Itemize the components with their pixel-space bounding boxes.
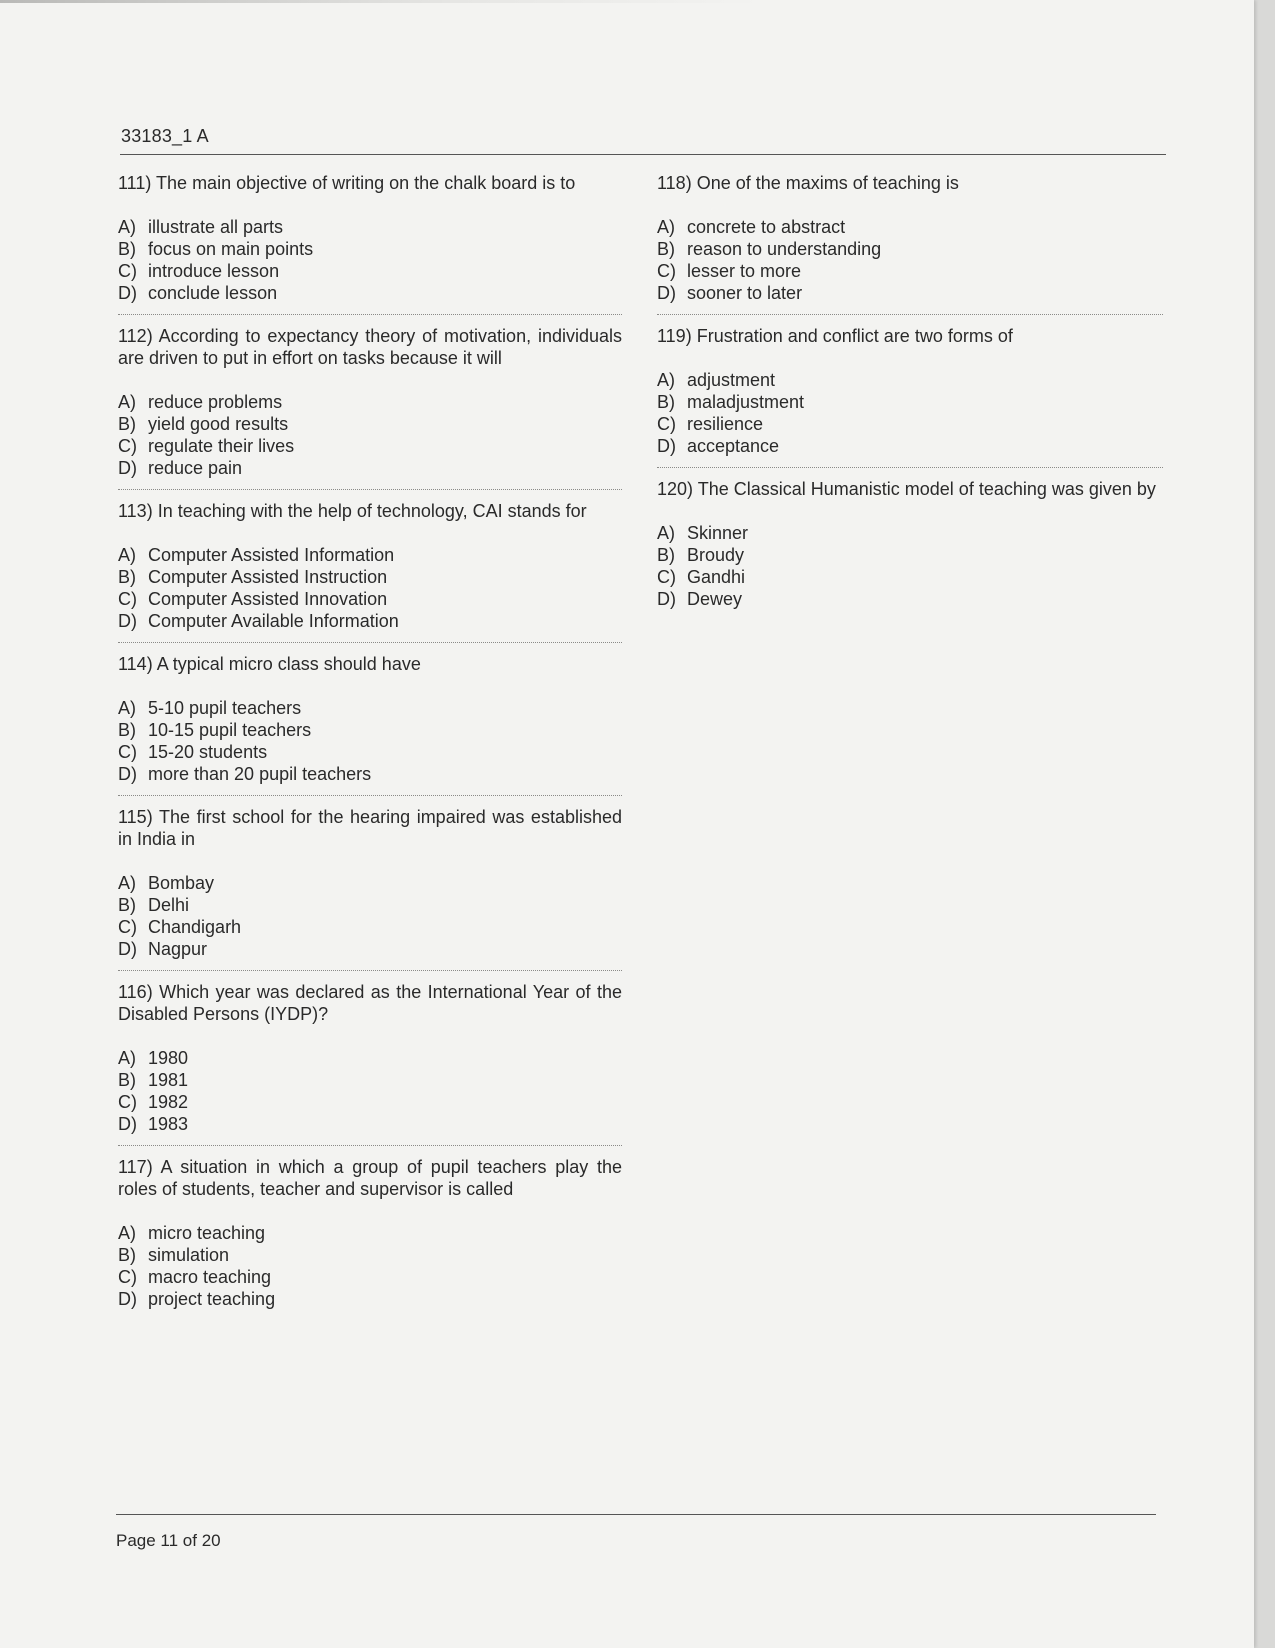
header-rule xyxy=(120,154,1166,155)
question-number: 116) xyxy=(118,982,153,1002)
question-number: 113) xyxy=(118,501,153,521)
option-letter: C) xyxy=(118,589,137,609)
answer-option xyxy=(118,872,622,894)
option-text: Skinner xyxy=(687,523,749,543)
option-letter: A) xyxy=(118,545,136,565)
right-column xyxy=(657,172,1163,610)
answer-option xyxy=(118,894,622,916)
answer-option xyxy=(118,1244,622,1266)
answer-option xyxy=(657,544,1163,566)
option-letter: D) xyxy=(657,589,676,609)
question-text xyxy=(657,172,1163,194)
answer-option xyxy=(118,282,622,304)
option-letter: D) xyxy=(657,283,676,303)
option-text: maladjustment xyxy=(687,392,805,412)
option-list xyxy=(118,872,622,960)
answer-option xyxy=(118,544,622,566)
answer-option xyxy=(657,216,1163,238)
option-letter: A) xyxy=(118,698,136,718)
answer-option xyxy=(118,260,622,282)
answer-option xyxy=(118,566,622,588)
option-text: regulate their lives xyxy=(148,436,295,456)
question-block xyxy=(118,325,622,479)
question-text xyxy=(118,500,622,522)
question-text xyxy=(118,981,622,1025)
option-letter: B) xyxy=(118,239,136,259)
question-divider xyxy=(118,642,622,643)
option-text: Delhi xyxy=(148,895,190,915)
question-divider xyxy=(118,489,622,490)
question-text xyxy=(657,325,1163,347)
option-text: adjustment xyxy=(687,370,776,390)
option-text: 15-20 students xyxy=(148,742,268,762)
option-text: macro teaching xyxy=(148,1267,272,1287)
option-letter: D) xyxy=(118,611,137,631)
option-text: acceptance xyxy=(687,436,780,456)
option-letter: B) xyxy=(657,239,675,259)
option-list xyxy=(657,522,1163,610)
question-divider xyxy=(657,314,1163,315)
question-number: 115) xyxy=(118,807,153,827)
question-text xyxy=(118,1156,622,1200)
option-letter: D) xyxy=(118,458,137,478)
option-text: 1981 xyxy=(148,1070,189,1090)
question-text xyxy=(118,325,622,369)
option-letter: D) xyxy=(118,283,137,303)
option-text: concrete to abstract xyxy=(687,217,846,237)
option-letter: B) xyxy=(657,545,675,565)
option-letter: D) xyxy=(118,939,137,959)
option-letter: A) xyxy=(657,523,675,543)
option-text: 10-15 pupil teachers xyxy=(148,720,312,740)
answer-option xyxy=(118,938,622,960)
option-letter: B) xyxy=(118,1245,136,1265)
option-letter: A) xyxy=(118,1048,136,1068)
answer-option xyxy=(657,435,1163,457)
option-list xyxy=(118,391,622,479)
option-text: Nagpur xyxy=(148,939,208,959)
option-letter: B) xyxy=(118,895,136,915)
question-divider xyxy=(118,314,622,315)
question-divider xyxy=(657,467,1163,468)
option-text: resilience xyxy=(687,414,764,434)
option-letter: C) xyxy=(118,917,137,937)
option-letter: A) xyxy=(657,370,675,390)
footer-rule xyxy=(116,1514,1156,1515)
question-stem: The first school for the hearing impaired was established in India in xyxy=(118,807,622,849)
answer-option xyxy=(657,391,1163,413)
answer-option xyxy=(118,1113,622,1135)
option-letter: C) xyxy=(118,1092,137,1112)
answer-option xyxy=(118,238,622,260)
option-letter: C) xyxy=(118,1267,137,1287)
option-letter: D) xyxy=(657,436,676,456)
option-text: yield good results xyxy=(148,414,289,434)
answer-option xyxy=(657,260,1163,282)
paper-code: 33183_1 A xyxy=(121,126,209,146)
question-divider xyxy=(118,795,622,796)
option-letter: A) xyxy=(118,217,136,237)
question-block xyxy=(118,806,622,960)
question-stem: One of the maxims of teaching is xyxy=(696,173,959,193)
option-letter: C) xyxy=(118,436,137,456)
question-stem: According to expectancy theory of motivation, individuals are driven to put in effort on tasks because it will xyxy=(118,326,622,368)
option-letter: D) xyxy=(118,1114,137,1134)
answer-option xyxy=(118,719,622,741)
option-letter: C) xyxy=(118,261,137,281)
page-number: Page 11 of 20 xyxy=(116,1531,221,1550)
answer-option xyxy=(118,1266,622,1288)
option-text: Gandhi xyxy=(687,567,746,587)
question-stem: The Classical Humanistic model of teaching was given by xyxy=(697,479,1156,499)
question-block xyxy=(118,653,622,785)
option-text: Bombay xyxy=(148,873,215,893)
option-text: 5-10 pupil teachers xyxy=(148,698,302,718)
question-block xyxy=(118,500,622,632)
question-divider xyxy=(118,1145,622,1146)
option-text: 1983 xyxy=(148,1114,189,1134)
answer-option xyxy=(118,697,622,719)
option-list xyxy=(118,1222,622,1310)
option-text: Chandigarh xyxy=(148,917,242,937)
answer-option xyxy=(118,216,622,238)
question-block xyxy=(657,172,1163,304)
option-text: Computer Assisted Information xyxy=(148,545,395,565)
question-stem: Which year was declared as the International Year of the Disabled Persons (IYDP)? xyxy=(118,982,622,1024)
answer-option xyxy=(118,588,622,610)
answer-option xyxy=(118,1091,622,1113)
answer-option xyxy=(118,1222,622,1244)
option-letter: C) xyxy=(657,567,676,587)
scan-edge xyxy=(0,0,760,3)
left-column xyxy=(118,172,622,1310)
answer-option xyxy=(118,741,622,763)
option-letter: D) xyxy=(118,764,137,784)
option-letter: B) xyxy=(118,720,136,740)
answer-option xyxy=(118,1047,622,1069)
option-text: reduce pain xyxy=(148,458,243,478)
option-text: illustrate all parts xyxy=(148,217,284,237)
answer-option xyxy=(657,413,1163,435)
option-letter: C) xyxy=(657,261,676,281)
option-list xyxy=(118,216,622,304)
question-text xyxy=(657,478,1163,500)
option-list xyxy=(118,1047,622,1135)
option-text: reason to understanding xyxy=(687,239,882,259)
question-stem: A typical micro class should have xyxy=(156,654,421,674)
question-number: 114) xyxy=(118,654,153,674)
option-letter: B) xyxy=(118,1070,136,1090)
answer-option xyxy=(118,435,622,457)
answer-option xyxy=(118,610,622,632)
question-block xyxy=(657,478,1163,610)
answer-option xyxy=(657,369,1163,391)
question-stem: In teaching with the help of technology, CAI stands for xyxy=(157,501,587,521)
question-stem: A situation in which a group of pupil teachers play the roles of students, teacher and supervisor is called xyxy=(118,1157,623,1199)
answer-option xyxy=(657,238,1163,260)
answer-option xyxy=(118,413,622,435)
question-text xyxy=(118,806,622,850)
question-block xyxy=(118,1156,622,1310)
option-letter: D) xyxy=(118,1289,137,1309)
option-text: 1982 xyxy=(148,1092,189,1112)
option-list xyxy=(118,544,622,632)
answer-option xyxy=(657,282,1163,304)
option-letter: B) xyxy=(118,567,136,587)
question-number: 117) xyxy=(118,1157,153,1177)
question-divider xyxy=(118,970,622,971)
option-letter: A) xyxy=(118,1223,136,1243)
option-text: conclude lesson xyxy=(148,283,278,303)
answer-option xyxy=(657,566,1163,588)
option-text: simulation xyxy=(148,1245,230,1265)
question-text xyxy=(118,172,622,194)
question-stem: The main objective of writing on the chalk board is to xyxy=(156,173,576,193)
option-text: Computer Assisted Innovation xyxy=(148,589,388,609)
answer-option xyxy=(657,522,1163,544)
answer-option xyxy=(118,763,622,785)
option-text: more than 20 pupil teachers xyxy=(148,764,372,784)
answer-option xyxy=(118,391,622,413)
option-letter: A) xyxy=(118,873,136,893)
option-text: reduce problems xyxy=(148,392,283,412)
answer-option xyxy=(118,1288,622,1310)
option-text: lesser to more xyxy=(687,261,802,281)
answer-option xyxy=(118,916,622,938)
option-text: Computer Assisted Instruction xyxy=(148,567,388,587)
question-text xyxy=(118,653,622,675)
answer-option xyxy=(118,1069,622,1091)
option-text: Dewey xyxy=(687,589,743,609)
question-stem: Frustration and conflict are two forms of xyxy=(696,326,1013,346)
answer-option xyxy=(657,588,1163,610)
answer-option xyxy=(118,457,622,479)
question-block xyxy=(118,981,622,1135)
option-letter: B) xyxy=(118,414,136,434)
option-letter: A) xyxy=(657,217,675,237)
option-text: sooner to later xyxy=(687,283,803,303)
question-number: 120) xyxy=(657,479,694,499)
question-number: 111) xyxy=(118,173,152,193)
question-number: 112) xyxy=(118,326,153,346)
option-letter: C) xyxy=(657,414,676,434)
option-letter: C) xyxy=(118,742,137,762)
question-block xyxy=(118,172,622,304)
option-text: micro teaching xyxy=(148,1223,266,1243)
question-number: 119) xyxy=(657,326,692,346)
option-list xyxy=(657,216,1163,304)
option-text: introduce lesson xyxy=(148,261,280,281)
option-list xyxy=(657,369,1163,457)
question-number: 118) xyxy=(657,173,692,193)
option-text: Computer Available Information xyxy=(148,611,399,631)
question-block xyxy=(657,325,1163,457)
option-text: Broudy xyxy=(687,545,745,565)
option-letter: B) xyxy=(657,392,675,412)
option-text: focus on main points xyxy=(148,239,314,259)
option-letter: A) xyxy=(118,392,136,412)
option-text: 1980 xyxy=(148,1048,189,1068)
option-text: project teaching xyxy=(148,1289,276,1309)
option-list xyxy=(118,697,622,785)
